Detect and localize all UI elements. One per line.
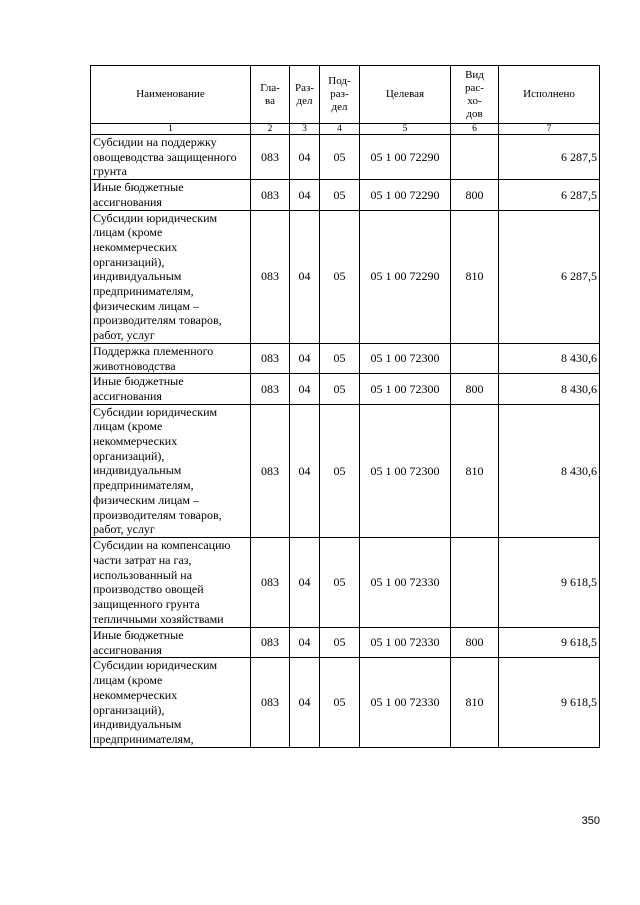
row-section: 04 xyxy=(290,343,320,373)
page-number: 350 xyxy=(581,815,600,827)
row-subsection: 05 xyxy=(320,658,360,747)
row-name: Субсидии юридическим лицам (кроме некоммерческих организаций), индивидуальным предпринимателям, физическим лицам – производителям товаров, работ, услуг xyxy=(91,210,251,343)
row-target: 05 1 00 72330 xyxy=(360,537,451,627)
row-expense-type: 800 xyxy=(451,374,499,404)
row-executed: 6 287,5 xyxy=(499,180,600,210)
row-executed: 8 430,6 xyxy=(499,404,600,537)
row-subsection: 05 xyxy=(320,627,360,657)
row-chapter: 083 xyxy=(251,135,290,180)
row-name: Поддержка племенного животноводства xyxy=(91,343,251,373)
header-section: Раз- дел xyxy=(290,66,320,124)
table-row xyxy=(91,180,600,210)
row-subsection: 05 xyxy=(320,135,360,180)
row-target: 05 1 00 72290 xyxy=(360,210,451,343)
row-executed: 6 287,5 xyxy=(499,210,600,343)
row-section: 04 xyxy=(290,404,320,537)
row-chapter: 083 xyxy=(251,627,290,657)
header-target: Целевая xyxy=(360,66,451,124)
table-row xyxy=(91,135,600,180)
row-expense-type xyxy=(451,537,499,627)
row-expense-type xyxy=(451,343,499,373)
header-row xyxy=(91,66,600,124)
row-executed: 8 430,6 xyxy=(499,374,600,404)
row-name: Иные бюджетные ассигнования xyxy=(91,627,251,657)
row-section: 04 xyxy=(290,537,320,627)
row-expense-type: 810 xyxy=(451,658,499,747)
column-number: 2 xyxy=(251,124,290,135)
table-row xyxy=(91,343,600,373)
row-subsection: 05 xyxy=(320,210,360,343)
row-chapter: 083 xyxy=(251,180,290,210)
row-chapter: 083 xyxy=(251,537,290,627)
header-subsection: Под- раз- дел xyxy=(320,66,360,124)
row-expense-type: 800 xyxy=(451,180,499,210)
row-executed: 9 618,5 xyxy=(499,627,600,657)
row-executed: 9 618,5 xyxy=(499,658,600,747)
row-name: Иные бюджетные ассигнования xyxy=(91,180,251,210)
row-executed: 8 430,6 xyxy=(499,343,600,373)
row-subsection: 05 xyxy=(320,343,360,373)
table-row xyxy=(91,374,600,404)
row-expense-type: 800 xyxy=(451,627,499,657)
row-target: 05 1 00 72300 xyxy=(360,404,451,537)
table-row xyxy=(91,404,600,537)
row-chapter: 083 xyxy=(251,404,290,537)
row-section: 04 xyxy=(290,627,320,657)
column-number: 3 xyxy=(290,124,320,135)
row-section: 04 xyxy=(290,135,320,180)
row-chapter: 083 xyxy=(251,374,290,404)
row-name: Субсидии юридическим лицам (кроме некоммерческих организаций), индивидуальным предпринимателям, физическим лицам – производителям товаров, работ, услуг xyxy=(91,404,251,537)
row-chapter: 083 xyxy=(251,210,290,343)
row-name: Субсидии на поддержку овощеводства защищенного грунта xyxy=(91,135,251,180)
row-section: 04 xyxy=(290,658,320,747)
row-executed: 9 618,5 xyxy=(499,537,600,627)
table-row xyxy=(91,627,600,657)
column-number: 5 xyxy=(360,124,451,135)
row-name: Субсидии на компенсацию части затрат на газ, использованный на производство овощей защищенного грунта тепличными хозяйствами xyxy=(91,537,251,627)
row-target: 05 1 00 72330 xyxy=(360,627,451,657)
row-target: 05 1 00 72300 xyxy=(360,374,451,404)
row-section: 04 xyxy=(290,180,320,210)
table-row xyxy=(91,537,600,627)
header-expense-type: Вид рас- хо- дов xyxy=(451,66,499,124)
row-name: Субсидии юридическим лицам (кроме некоммерческих организаций), индивидуальным предпринимателям, xyxy=(91,658,251,747)
column-number: 6 xyxy=(451,124,499,135)
row-expense-type: 810 xyxy=(451,210,499,343)
row-expense-type: 810 xyxy=(451,404,499,537)
row-section: 04 xyxy=(290,210,320,343)
column-number: 4 xyxy=(320,124,360,135)
header-chapter: Гла- ва xyxy=(251,66,290,124)
row-target: 05 1 00 72300 xyxy=(360,343,451,373)
row-chapter: 083 xyxy=(251,343,290,373)
row-target: 05 1 00 72290 xyxy=(360,180,451,210)
row-subsection: 05 xyxy=(320,374,360,404)
table-row xyxy=(91,210,600,343)
row-expense-type xyxy=(451,135,499,180)
row-target: 05 1 00 72330 xyxy=(360,658,451,747)
row-subsection: 05 xyxy=(320,180,360,210)
table-row xyxy=(91,658,600,747)
row-chapter: 083 xyxy=(251,658,290,747)
row-section: 04 xyxy=(290,374,320,404)
column-number-row xyxy=(91,124,600,135)
column-number: 1 xyxy=(91,124,251,135)
column-number: 7 xyxy=(499,124,600,135)
header-executed: Исполнено xyxy=(499,66,600,124)
header-name: Наименование xyxy=(91,66,251,124)
row-target: 05 1 00 72290 xyxy=(360,135,451,180)
row-subsection: 05 xyxy=(320,404,360,537)
row-subsection: 05 xyxy=(320,537,360,627)
row-executed: 6 287,5 xyxy=(499,135,600,180)
budget-execution-table xyxy=(90,65,600,748)
row-name: Иные бюджетные ассигнования xyxy=(91,374,251,404)
